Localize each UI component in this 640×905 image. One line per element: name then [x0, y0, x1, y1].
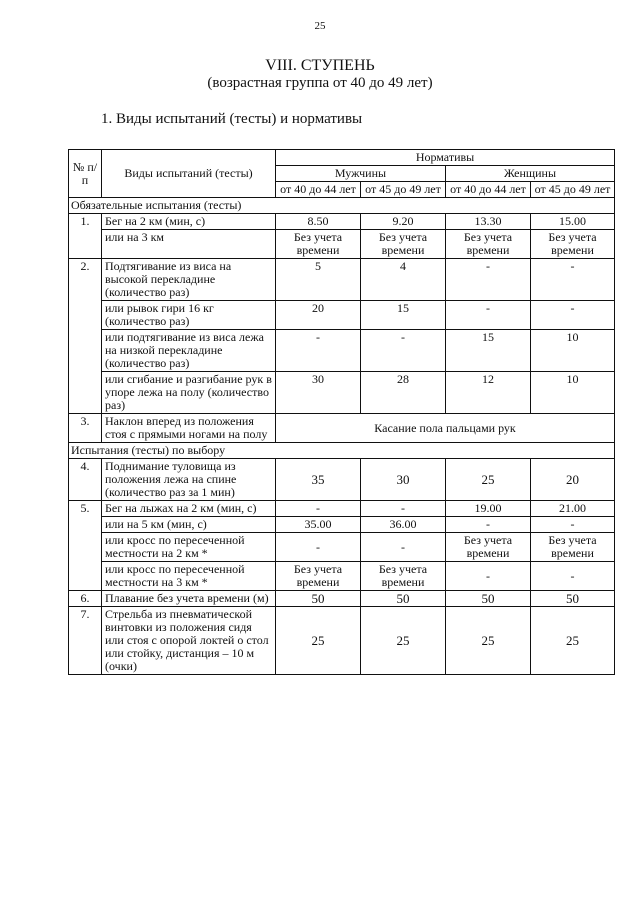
norm-value: 25 — [446, 607, 531, 675]
test-name: Стрельба из пневматической винтовки из положения сидя или стоя с опорой локтей о стол или стойку, дистанция – 10 м (очки) — [102, 607, 276, 675]
norm-value: 15 — [361, 301, 446, 330]
row-number: 6. — [69, 591, 102, 607]
norm-value: - — [361, 533, 446, 562]
norm-value: 20 — [531, 459, 615, 501]
norm-value: - — [361, 330, 446, 372]
norm-value: 15 — [446, 330, 531, 372]
test-name: или на 3 км — [102, 230, 276, 259]
norm-value-merged: Касание пола пальцами рук — [276, 414, 615, 443]
norm-value: 35 — [276, 459, 361, 501]
table-row — [69, 459, 615, 501]
norm-value: 35.00 — [276, 517, 361, 533]
group-row — [69, 443, 615, 459]
norm-value: 12 — [446, 372, 531, 414]
header-women: Женщины — [446, 166, 615, 182]
section-heading: 1. Виды испытаний (тесты) и нормативы — [101, 111, 363, 127]
test-name: или подтягивание из виса лежа на низкой перекладине (количество раз) — [102, 330, 276, 372]
norm-value: - — [531, 562, 615, 591]
row-number: 3. — [69, 414, 102, 443]
page-number: 25 — [314, 20, 326, 32]
norm-value: - — [446, 259, 531, 301]
norm-value: - — [276, 501, 361, 517]
norm-value: 36.00 — [361, 517, 446, 533]
row-number: 1. — [69, 214, 102, 259]
test-name: или кросс по пересеченной местности на 2 км * — [102, 533, 276, 562]
norm-value: 5 — [276, 259, 361, 301]
test-name: Бег на 2 км (мин, с) — [102, 214, 276, 230]
norm-value: Без учета времени — [446, 230, 531, 259]
norm-value: 28 — [361, 372, 446, 414]
norm-value: Без учета времени — [361, 230, 446, 259]
norm-value: - — [276, 533, 361, 562]
norm-value: Без учета времени — [531, 533, 615, 562]
row-number: 7. — [69, 607, 102, 675]
header-age: от 40 до 44 лет — [446, 182, 531, 198]
table-row — [69, 230, 615, 259]
norm-value: 25 — [531, 607, 615, 675]
norm-value: 19.00 — [446, 501, 531, 517]
table-row — [69, 214, 615, 230]
header-age: от 40 до 44 лет — [276, 182, 361, 198]
norm-value: 10 — [531, 372, 615, 414]
test-name: или сгибание и разгибание рук в упоре лежа на полу (количество раз) — [102, 372, 276, 414]
test-name: Поднимание туловища из положения лежа на спине (количество раз за 1 мин) — [102, 459, 276, 501]
norm-value: 9.20 — [361, 214, 446, 230]
page-subtitle: (возрастная группа от 40 до 49 лет) — [207, 75, 433, 91]
norm-value: 8.50 — [276, 214, 361, 230]
norm-value: 50 — [531, 591, 615, 607]
test-name: или рывок гири 16 кг (количество раз) — [102, 301, 276, 330]
norm-value: - — [276, 330, 361, 372]
norm-value: 25 — [361, 607, 446, 675]
norm-value: 30 — [361, 459, 446, 501]
norm-value: - — [361, 501, 446, 517]
norm-value: 15.00 — [531, 214, 615, 230]
norm-value: Без учета времени — [446, 533, 531, 562]
header-age: от 45 до 49 лет — [361, 182, 446, 198]
norm-value: 25 — [446, 459, 531, 501]
test-name: Наклон вперед из положения стоя с прямыми ногами на полу — [102, 414, 276, 443]
table-row — [69, 517, 615, 533]
norm-value: 50 — [276, 591, 361, 607]
table-row — [69, 330, 615, 372]
norm-value: 13.30 — [446, 214, 531, 230]
group-row — [69, 198, 615, 214]
table-row — [69, 301, 615, 330]
header-norms: Нормативы — [276, 150, 615, 166]
header-num: № п/п — [69, 150, 102, 198]
group-label-mandatory: Обязательные испытания (тесты) — [69, 198, 615, 214]
test-name: Бег на лыжах на 2 км (мин, с) — [102, 501, 276, 517]
table-row — [69, 414, 615, 443]
table-header-row — [69, 150, 615, 166]
header-tests: Виды испытаний (тесты) — [102, 150, 276, 198]
test-name: или кросс по пересеченной местности на 3 км * — [102, 562, 276, 591]
norm-value: - — [446, 301, 531, 330]
norms-table — [68, 149, 615, 675]
norm-value: Без учета времени — [276, 230, 361, 259]
norm-value: 21.00 — [531, 501, 615, 517]
norm-value: - — [531, 259, 615, 301]
norm-value: 20 — [276, 301, 361, 330]
test-name: Подтягивание из виса на высокой перекладине (количество раз) — [102, 259, 276, 301]
test-name: Плавание без учета времени (м) — [102, 591, 276, 607]
table-row — [69, 501, 615, 517]
norm-value: - — [446, 517, 531, 533]
norm-value: - — [446, 562, 531, 591]
group-label-optional: Испытания (тесты) по выбору — [69, 443, 615, 459]
row-number: 2. — [69, 259, 102, 414]
norm-value: Без учета времени — [276, 562, 361, 591]
table-row — [69, 591, 615, 607]
norm-value: - — [531, 301, 615, 330]
norm-value: 4 — [361, 259, 446, 301]
page-title: VIII. СТУПЕНЬ — [265, 57, 375, 74]
test-name: или на 5 км (мин, с) — [102, 517, 276, 533]
norm-value: 50 — [446, 591, 531, 607]
norm-value: 25 — [276, 607, 361, 675]
norm-value: Без учета времени — [361, 562, 446, 591]
header-men: Мужчины — [276, 166, 446, 182]
norm-value: 10 — [531, 330, 615, 372]
table-row — [69, 562, 615, 591]
table-row — [69, 607, 615, 675]
row-number: 5. — [69, 501, 102, 591]
table-row — [69, 533, 615, 562]
table-row — [69, 259, 615, 301]
norm-value: 50 — [361, 591, 446, 607]
table-row — [69, 372, 615, 414]
header-age: от 45 до 49 лет — [531, 182, 615, 198]
norm-value: 30 — [276, 372, 361, 414]
norm-value: Без учета времени — [531, 230, 615, 259]
norm-value: - — [531, 517, 615, 533]
row-number: 4. — [69, 459, 102, 501]
